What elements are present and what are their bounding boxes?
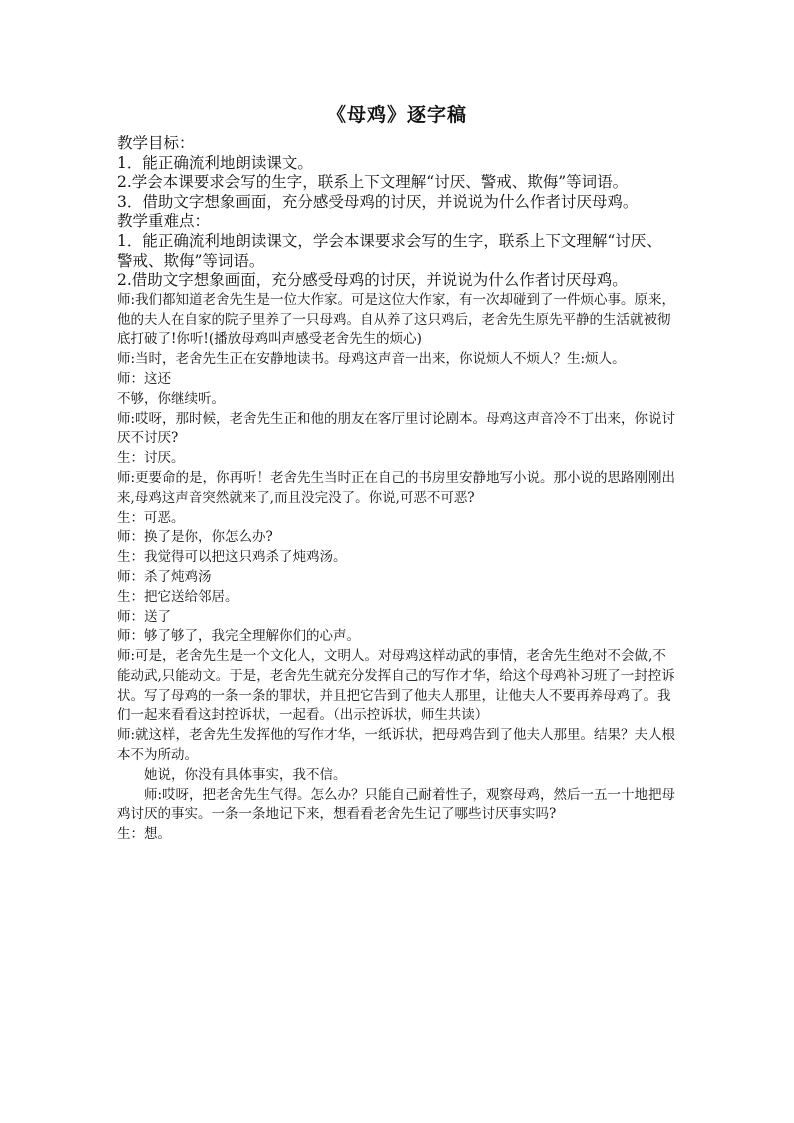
paragraph: 师：送了: [117, 608, 171, 625]
paragraph: 不够，你继续听。: [117, 390, 225, 407]
paragraph: 师：换了是你，你怎么办?: [117, 529, 273, 546]
paragraph: 1．能正确流利地朗读课文。: [117, 153, 313, 172]
paragraph: 生：我觉得可以把这只鸡杀了炖鸡汤。: [117, 549, 347, 566]
paragraph: 1．能正确流利地朗读课文，学会本课要求会写的生字，联系上下文理解“讨厌、警戒、欺侮”等词语。: [117, 231, 662, 270]
document-title: 《母鸡》逐字稿: [326, 104, 467, 126]
paragraph: 师:哎呀，那时候，老舍先生正和他的朋友在客厅里讨论剧本。母鸡这声音冷不丁出来，你说讨厌不讨厌?: [117, 410, 676, 447]
paragraph: 生：讨厌。: [117, 450, 185, 467]
paragraph: 生：想。: [117, 826, 171, 843]
paragraph: 师:我们都知道老舍先生是一位大作家。可是这位大作家，有一次却碰到了一件烦心事。原来，他的夫人在自家的院子里养了一只母鸡。自从养了这只鸡后，老舍先生原先平静的生活就被彻底打破了!你听!(播放母鸡叫声感受老舍先生的烦心): [117, 291, 676, 348]
paragraph: 2.学会本课要求会写的生字，联系上下文理解“讨厌、警戒、欺侮”等词语。: [117, 173, 629, 192]
paragraph: 师:就这样，老舍先生发挥他的写作才华，一纸诉状，把母鸡告到了他夫人那里。结果？夫人根本不为所动。: [117, 727, 676, 764]
paragraph-list: [117, 134, 677, 845]
paragraph: 师：这还: [117, 370, 171, 387]
paragraph: 教学目标：: [117, 134, 195, 152]
paragraph: 她说，你没有具体事实，我不信。: [144, 766, 347, 783]
paragraph: 教学重难点：: [117, 212, 211, 231]
paragraph: 3．借助文字想象画面，充分感受母鸡的讨厌，并说说为什么作者讨厌母鸡。: [117, 192, 639, 211]
paragraph: 师:更要命的是，你再听！老舍先生当时正在自己的书房里安静地写小说。那小说的思路刚刚出来,母鸡这声音突然就来了,而且没完没了。你说,可恶不可恶?: [117, 469, 676, 506]
paragraph: 师:可是，老舍先生是一个文化人，文明人。对母鸡这样动武的事情，老舍先生绝对不会做,不能动武,只能动文。于是，老舍先生就充分发挥自己的写作才华，给这个母鸡补习班了一封控诉状。写了母鸡的一条一条的罪状，并且把它告到了他夫人那里，让他夫人不要再养母鸡了。我们一起来看看这封控诉状，一起看。（出示控诉状，师生共读）: [117, 648, 675, 724]
paragraph: 师：够了够了，我完全理解你们的心声。: [117, 628, 360, 645]
document-body: [117, 100, 677, 845]
paragraph: 师:哎呀，把老舍先生气得。怎么办？只能自己耐着性子，观察母鸡，然后一五一十地把母鸡讨厌的事实。一条一条地记下来，想看看老舍先生记了哪些讨厌事实吗?: [117, 786, 676, 823]
paragraph: 2.借助文字想象画面，充分感受母鸡的讨厌，并说说为什么作者讨厌母鸡。: [117, 271, 628, 290]
paragraph: 生：可恶。: [117, 509, 185, 526]
paragraph: 师：杀了炖鸡汤: [117, 568, 212, 585]
paragraph: 师:当时，老舍先生正在安静地读书。母鸡这声音一出来，你说烦人不烦人？生:烦人。: [117, 351, 626, 368]
paragraph: 生：把它送给邻居。: [117, 588, 239, 605]
